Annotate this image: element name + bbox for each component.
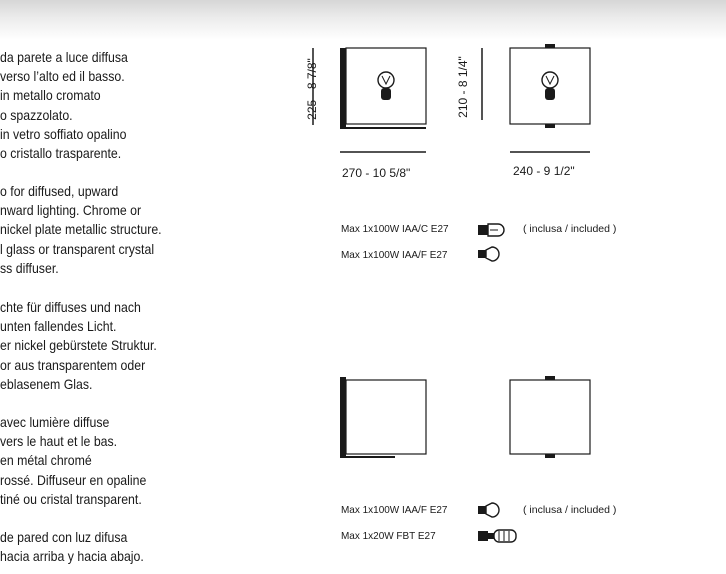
text-line: rossé. Diffuseur en opaline (0, 471, 147, 488)
bulb-spec: Max 1x100W IAA/C E27 (341, 223, 449, 235)
text-line: in vetro soffiato opalino (0, 125, 127, 142)
drawing-left-front (300, 40, 440, 185)
text-line: in metallo cromato (0, 87, 101, 104)
text-line: unten fallendes Licht. (0, 318, 117, 335)
bulb-spec: Max 1x100W IAA/F E27 (341, 504, 448, 516)
description-german (0, 298, 157, 394)
text-line: avec lumière diffuse (0, 414, 110, 430)
fluorescent-bulb-icon (476, 527, 520, 545)
dimension-left-height: 225 - 8 7/8" (305, 58, 319, 120)
text-line: de pared con luz difusa (0, 529, 128, 545)
text-line: eblasenem Glas. (0, 375, 93, 392)
text-line: or aus transparentem oder (0, 356, 146, 373)
frosted-bulb-icon (476, 245, 508, 263)
frosted-bulb-icon (476, 501, 508, 519)
text-line: tiné ou cristal transparent. (0, 490, 142, 507)
text-line: vers le haut et le bas. (0, 433, 118, 450)
bulb-spec: Max 1x20W FBT E27 (341, 530, 436, 542)
text-line: en métal chromé (0, 452, 92, 469)
text-line: er nickel gebürstete Struktur. (0, 337, 157, 354)
text-line: hacia arriba y hacia abajo. (0, 548, 144, 565)
description-spanish (0, 528, 144, 566)
dimension-left-width: 270 - 10 5/8" (342, 166, 411, 180)
description-english (0, 182, 162, 278)
bulb-spec: Max 1x100W IAA/F E27 (341, 249, 448, 261)
description-french (0, 413, 146, 509)
drawing-left-wall (335, 370, 435, 465)
included-note: ( inclusa / included ) (523, 504, 617, 516)
drawing-right-wall (500, 370, 600, 465)
text-line: verso l’alto ed il basso. (0, 68, 125, 85)
text-line: nickel plate metallic structure. (0, 221, 162, 238)
text-line: chte für diffuses und nach (0, 299, 141, 315)
dimension-right-width: 240 - 9 1/2" (513, 164, 575, 178)
clear-bulb-icon (476, 221, 508, 239)
bulb-illustration (542, 72, 558, 100)
dimension-right-height: 210 - 8 1/4" (456, 56, 470, 118)
included-note: ( inclusa / included ) (523, 223, 617, 235)
text-line: da parete a luce diffusa (0, 49, 128, 65)
text-line: o spazzolato. (0, 106, 73, 123)
text-line: o cristallo trasparente. (0, 145, 122, 162)
description-italian (0, 48, 128, 163)
text-line: nward lighting. Chrome or (0, 202, 142, 219)
bulb-illustration (378, 72, 394, 100)
text-line: ss diffuser. (0, 259, 59, 276)
text-line: o for diffused, upward (0, 183, 119, 199)
text-line: l glass or transparent crystal (0, 240, 155, 257)
description-column (0, 0, 260, 574)
